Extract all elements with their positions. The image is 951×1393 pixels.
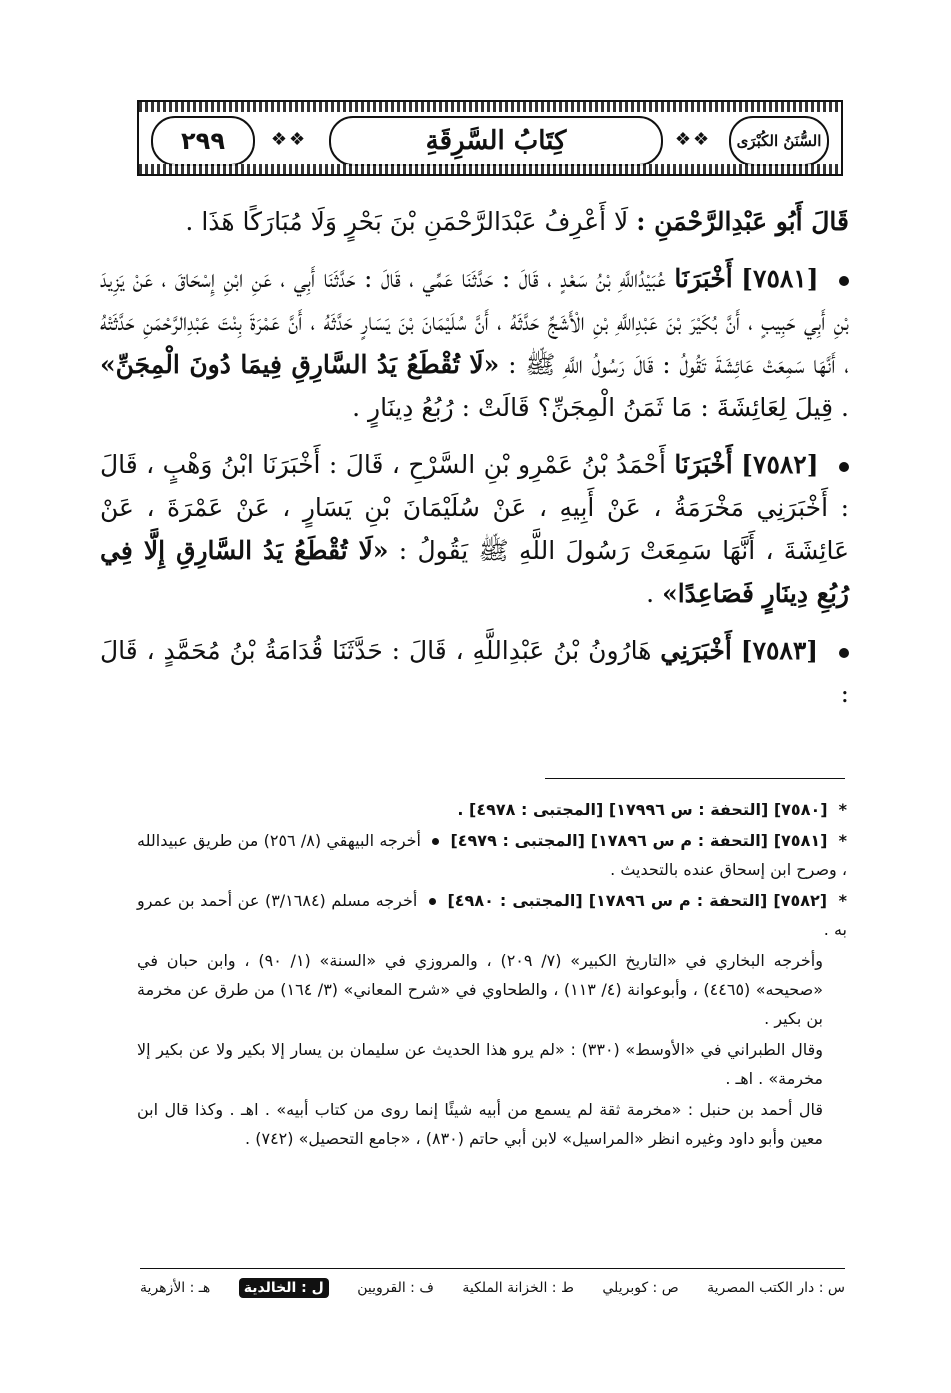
legend-item: ف : القرويين — [357, 1280, 434, 1296]
hadith-isnad: عُبَيْدُاللَّهِ بْنُ سَعْدٍ ، قَالَ : حَدَّثَنَا عَمِّي ، قَالَ : حَدَّثَنَا أَبِي ، عَنِ ابْنِ إِسْحَاقَ ، عَنْ يَزِيدَ بْنِ أَبِي حَبِيبٍ ، أَنَّ بُكَيْرَ بْنَ عَبْدِاللَّهِ بْنِ الْأَشَجِّ حَدَّثَهُ ، أَنَّ سُلَيْمَانَ بْنَ يَسَارٍ حَدَّثَهُ ، أَنَّ عَمْرَةَ بِنْتَ عَبْدِالرَّحْمَنِ حَدَّثَتْهُ ، أَنَّهَا سَمِعَتْ عَائِشَةَ تَقُولُ : قَالَ رَسُولُ اللَّهِ ﷺ : — [100, 264, 850, 379]
legend-divider — [140, 1268, 845, 1269]
footnote-7581 — [137, 826, 847, 884]
footnote-7580 — [137, 795, 847, 824]
footnote-text: وقال الطبراني في «الأوسط» (٣٣٠) : «لم يرو هذا الحديث عن سليمان بن يسار إلا بكير ولا عن بكير إلا مخرمة» . اهـ . — [137, 1040, 824, 1088]
page-header — [137, 100, 843, 176]
hadith-post: . قِيلَ لِعَائِشَةَ : مَا ثَمَنُ الْمِجَنِّ؟ قَالَتْ : رُبُعُ دِينَارٍ . — [352, 393, 849, 422]
book-title: كِتَابُ السَّرِقَةِ — [329, 116, 663, 166]
page-number: ٢٩٩ — [151, 116, 255, 166]
footnotes — [137, 795, 847, 1155]
footnote-text: وأخرجه البخاري في «التاريخ الكبير» (٧/ ٢٠٩) ، والمروزي في «السنة» (١/ ٩٠) ، وابن حبان في «صحيحه» (٤٤٦٥) ، وأبوعوانة (٤/ ١١٣) ، والطحاوي في «شرح المعاني» (٣/ ١٦٤) من طرق عن مخرمة بن بكير . — [137, 951, 823, 1028]
hadith-ref: [٧٥٨١] — [741, 264, 819, 293]
bullet-icon — [429, 898, 436, 905]
bullet-icon — [839, 648, 849, 658]
hadith-ref: [٧٥٨٣] — [740, 636, 819, 665]
hadith-7581 — [100, 257, 849, 429]
footnote-star: * — [838, 831, 848, 850]
hadith-post: . — [646, 579, 655, 608]
bullet-icon — [432, 838, 439, 845]
opening-text: لَا أَعْرِفُ عَبْدَالرَّحْمَنِ بْنَ بَحْرٍ وَلَا مُبَارَكًا هَذَا . — [185, 207, 629, 236]
hadith-isnad: هَارُونُ بْنُ عَبْدِاللَّهِ ، قَالَ : حَدَّثَنَا قُدَامَةُ بْنُ مُحَمَّدٍ ، قَالَ : — [100, 636, 849, 708]
bullet-icon — [839, 462, 849, 472]
footnote-refs: [٧٥٨٠] [التحفة : س ١٧٩٩٦] [المجتبى : ٤٩٧٨] . — [457, 800, 828, 819]
hadith-7583 — [100, 629, 849, 715]
hadith-isnad: أَحْمَدُ بْنُ عَمْرِو بْنِ السَّرْحِ ، قَالَ : أَخْبَرَنَا ابْنُ وَهْبٍ ، قَالَ : أَخْبَرَنِي مَخْرَمَةُ ، عَنْ أَبِيهِ ، عَنْ سُلَيْمَانَ بْنِ يَسَارٍ ، عَنْ عَمْرَةَ ، عَنْ عَائِشَةَ ، أَنَّهَا سَمِعَتْ رَسُولَ اللَّهِ ﷺ يَقُولُ : — [100, 450, 850, 565]
main-text — [100, 200, 849, 729]
footnote-refs: [٧٥٨٢] [التحفة : م س ١٧٨٩٦] [المجتبى : ٤٩٨٠] — [447, 891, 828, 910]
ornament-right-icon: ❖❖ — [674, 128, 712, 150]
footnote-paragraph — [137, 1095, 847, 1153]
footnote-refs: [٧٥٨١] [التحفة : م س ١٧٨٩٦] [المجتبى : ٤٩٧٩] — [450, 831, 828, 850]
footnote-text: قال أحمد بن حنبل : «مخرمة ثقة لم يسمع من أبيه شيئًا إنما روى من كتاب أبيه» . اهـ . وكذا قال ابن معين وأبو داود وغيره انظر «المراسيل» لابن أبي حاتم (٨٣٠) ، «جامع التحصيل» (٧٤٢) . — [137, 1100, 823, 1148]
hadith-matn: «لَا تُقْطَعُ يَدُ السَّارِقِ إِلَّا فِي رُبُعِ دِينَارٍ فَصَاعِدًا» — [100, 536, 849, 608]
legend-item: س : دار الكتب المصرية — [707, 1280, 845, 1296]
hadith-ref: [٧٥٨٢] — [741, 450, 819, 479]
legend-item: ط : الخزانة الملكية — [462, 1280, 574, 1296]
legend-item-highlighted: ل : الخالدية — [239, 1278, 329, 1298]
footnote-paragraph — [137, 946, 847, 1033]
ornament-left-icon: ❖❖ — [270, 128, 308, 150]
footnote-text: أخرجه مسلم (٣/١٦٨٤) عن أحمد بن عمرو به . — [137, 891, 847, 939]
hadith-verb: أَخْبَرَنَا — [674, 264, 733, 293]
legend-item: ص : كوبريلي — [602, 1280, 679, 1296]
hadith-verb: أَخْبَرَنِي — [660, 636, 732, 665]
hadith-verb: أَخْبَرَنَا — [674, 450, 733, 479]
book-logo: السُّنَنُ الكُبْرَى — [729, 116, 829, 166]
hadith-7582 — [100, 443, 849, 615]
footnote-star: * — [838, 800, 847, 819]
footnote-divider — [545, 778, 845, 779]
bullet-icon — [839, 276, 849, 286]
legend-item: هـ : الأزهرية — [140, 1280, 211, 1296]
hadith-matn: «لَا تُقْطَعُ يَدُ السَّارِقِ فِيمَا دُونَ الْمِجَنِّ» — [100, 350, 500, 379]
manuscript-legend — [140, 1278, 845, 1298]
footnote-text: أخرجه البيهقي (٨/ ٢٥٦) من طريق عبيدالله ، وصرح ابن إسحاق عنده بالتحديث . — [137, 831, 847, 879]
opening-speaker: قَالَ أَبُو عَبْدِالرَّحْمَنِ : — [636, 207, 849, 236]
footnote-star: * — [838, 891, 847, 910]
opening-statement — [100, 200, 849, 243]
footnote-paragraph — [137, 1035, 847, 1093]
footnote-7582 — [137, 886, 847, 944]
